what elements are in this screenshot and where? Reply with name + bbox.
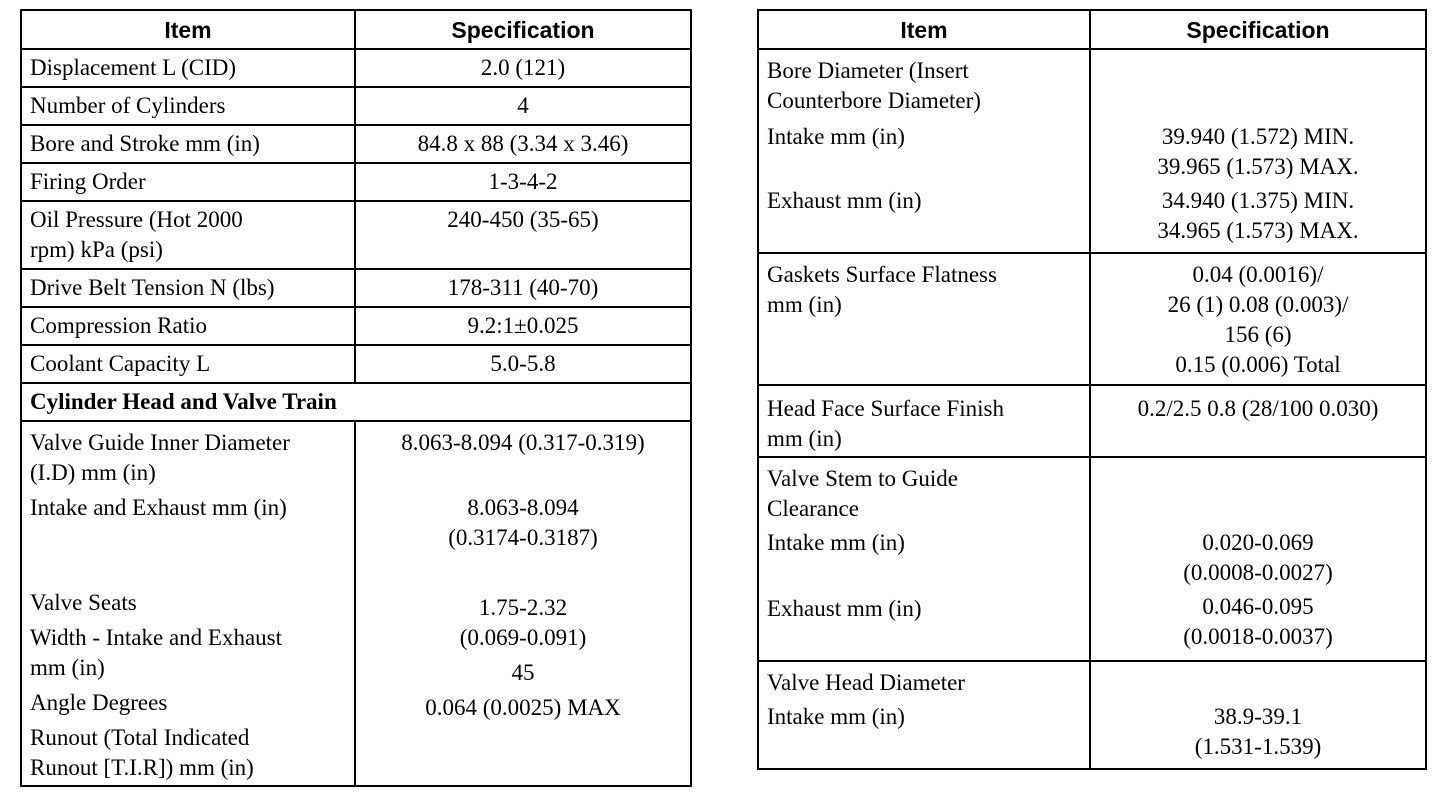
gaskets-spec-1: 0.04 (0.0016)/ [1192,262,1324,287]
valve-spec-group [364,593,682,653]
stem-title-2: Clearance [767,496,859,521]
left-header-spec: Specification [355,10,691,49]
valve-item-text [30,523,346,553]
valve-spec-text [364,458,682,488]
bore-intake-spec-1: 39.940 (1.572) MIN. [1161,124,1355,149]
right-spec-table [757,9,1427,770]
bore-diameter-item [758,49,1090,253]
gaskets-label-2: mm (in) [767,292,842,317]
spec-cell [355,87,691,125]
section-row [21,383,691,421]
valve-spec-text [364,723,682,753]
head-dia-intake-label: Intake mm (in) [767,704,905,729]
spec-cell [355,307,691,345]
stem-exhaust-spec-1: 0.046-0.095 [1202,594,1314,619]
item-text: Firing Order [30,169,146,194]
valve-spec-text [364,558,682,588]
valve-spec-text: 45 [511,660,535,685]
spec-text: 5.0-5.8 [490,351,556,376]
right-header-row [758,10,1426,49]
bore-exhaust-spec-1: 34.940 (1.375) MIN. [1161,188,1355,213]
valve-item-group [30,428,346,488]
table-row [21,345,691,383]
valve-train-specs [355,421,691,786]
bore-intake-label: Intake mm (in) [767,124,905,149]
table-row [21,125,691,163]
stem-intake-spec-2: (0.0008-0.0027) [1183,560,1333,585]
section-title: Cylinder Head and Valve Train [21,383,691,421]
gaskets-spec-2: 26 (1) 0.08 (0.003)/ [1167,292,1349,317]
valve-item-group [30,588,346,618]
item-text: Coolant Capacity L [30,351,211,376]
valve-item-group [30,623,346,683]
head-face-label-1: Head Face Surface Finish [767,396,1004,421]
valve-spec-group [364,493,682,553]
spec-cell [355,125,691,163]
head-dia-spec-1: 38.9-39.1 [1213,704,1303,729]
bore-diameter-row [758,49,1426,253]
table-row [21,163,691,201]
head-face-row [758,385,1426,457]
valve-item-text: Intake and Exhaust mm (in) [30,495,287,520]
item-text: Drive Belt Tension N (lbs) [30,275,275,300]
valve-spec-group [364,428,682,488]
item-text: Displacement L (CID) [30,55,237,80]
bore-intake-spec-2: 39.965 (1.573) MAX. [1157,154,1359,179]
right-header-spec: Specification [1090,10,1426,49]
spec-text: 240-450 (35-65) [447,207,599,232]
valve-item-text: Angle Degrees [30,690,168,715]
item-cell [21,163,355,201]
valve-stem-spec [1090,457,1426,661]
valve-train-row [21,421,691,786]
valve-spec-text: 0.064 (0.0025) MAX [425,695,621,720]
item-cell [21,269,355,307]
spec-text: 84.8 x 88 (3.34 x 3.46) [417,131,629,156]
valve-head-item [758,661,1090,769]
valve-stem-row [758,457,1426,661]
item-cell [21,345,355,383]
valve-item-text: Valve Seats [30,590,137,615]
valve-head-row [758,661,1426,769]
valve-item-group [30,723,346,783]
spec-cell [355,269,691,307]
spec-text: 4 [517,93,529,118]
valve-train-items [21,421,355,786]
left-header-item: Item [21,10,355,49]
table-row [21,87,691,125]
head-face-item [758,385,1090,457]
valve-item-group [30,493,346,583]
valve-item-text: Runout (Total Indicated [30,725,250,750]
bore-title-line-1: Bore Diameter (Insert [767,58,969,83]
gaskets-spec-3: 156 (6) [1224,322,1292,347]
bore-title-line-2: Counterbore Diameter) [767,88,981,113]
item-text: rpm) kPa (psi) [30,237,163,262]
gaskets-label-1: Gaskets Surface Flatness [767,262,997,287]
right-header-item: Item [758,10,1090,49]
item-cell [21,201,355,269]
spec-cell [355,163,691,201]
valve-spec-text: 8.063-8.094 [467,495,579,520]
stem-exhaust-label: Exhaust mm (in) [767,596,922,621]
item-cell [21,125,355,163]
spec-text: 2.0 (121) [480,55,566,80]
spec-text: 178-311 (40-70) [447,275,599,300]
bore-exhaust-spec-2: 34.965 (1.573) MAX. [1157,218,1359,243]
valve-item-text: Runout [T.I.R]) mm (in) [30,755,254,780]
table-row [21,269,691,307]
spec-cell [355,345,691,383]
valve-spec-group [364,558,682,588]
stem-title-1: Valve Stem to Guide [767,466,958,491]
bore-diameter-spec [1090,49,1426,253]
gaskets-spec [1090,253,1426,385]
valve-head-spec [1090,661,1426,769]
item-text: Oil Pressure (Hot 2000 [30,207,243,232]
head-face-spec [1090,385,1426,457]
stem-intake-label: Intake mm (in) [767,530,905,555]
spec-cell [355,49,691,87]
valve-spec-text: 8.063-8.094 (0.317-0.319) [401,430,645,455]
head-dia-title: Valve Head Diameter [767,670,965,695]
valve-spec-text: (0.3174-0.3187) [448,525,598,550]
head-face-spec-1: 0.2/2.5 0.8 (28/100 0.030) [1137,396,1379,421]
gaskets-item [758,253,1090,385]
item-text: Bore and Stroke mm (in) [30,131,260,156]
valve-item-group [30,688,346,718]
item-cell [21,307,355,345]
bore-exhaust-label: Exhaust mm (in) [767,188,922,213]
valve-item-text: Valve Guide Inner Diameter [30,430,290,455]
spec-cell [355,201,691,269]
valve-spec-group [364,658,682,688]
head-face-label-2: mm (in) [767,426,842,451]
head-dia-spec-2: (1.531-1.539) [1194,734,1322,759]
spec-text: 1-3-4-2 [488,169,558,194]
left-spec-table [20,9,692,787]
valve-item-text: Width - Intake and Exhaust [30,625,283,650]
valve-spec-text: 1.75-2.32 [478,595,568,620]
gaskets-row [758,253,1426,385]
valve-spec-group [364,693,682,753]
item-text: Number of Cylinders [30,93,226,118]
stem-exhaust-spec-2: (0.0018-0.0037) [1183,624,1333,649]
item-text: Compression Ratio [30,313,207,338]
table-row [21,201,691,269]
left-header-row [21,10,691,49]
table-row [21,307,691,345]
stem-intake-spec-1: 0.020-0.069 [1202,530,1314,555]
item-cell [21,87,355,125]
valve-item-text: mm (in) [30,655,105,680]
valve-item-text: (I.D) mm (in) [30,460,156,485]
item-cell [21,49,355,87]
valve-spec-text: (0.069-0.091) [459,625,587,650]
gaskets-spec-4: 0.15 (0.006) Total [1175,352,1341,377]
spec-text: 9.2:1±0.025 [467,313,579,338]
valve-stem-item [758,457,1090,661]
table-row [21,49,691,87]
